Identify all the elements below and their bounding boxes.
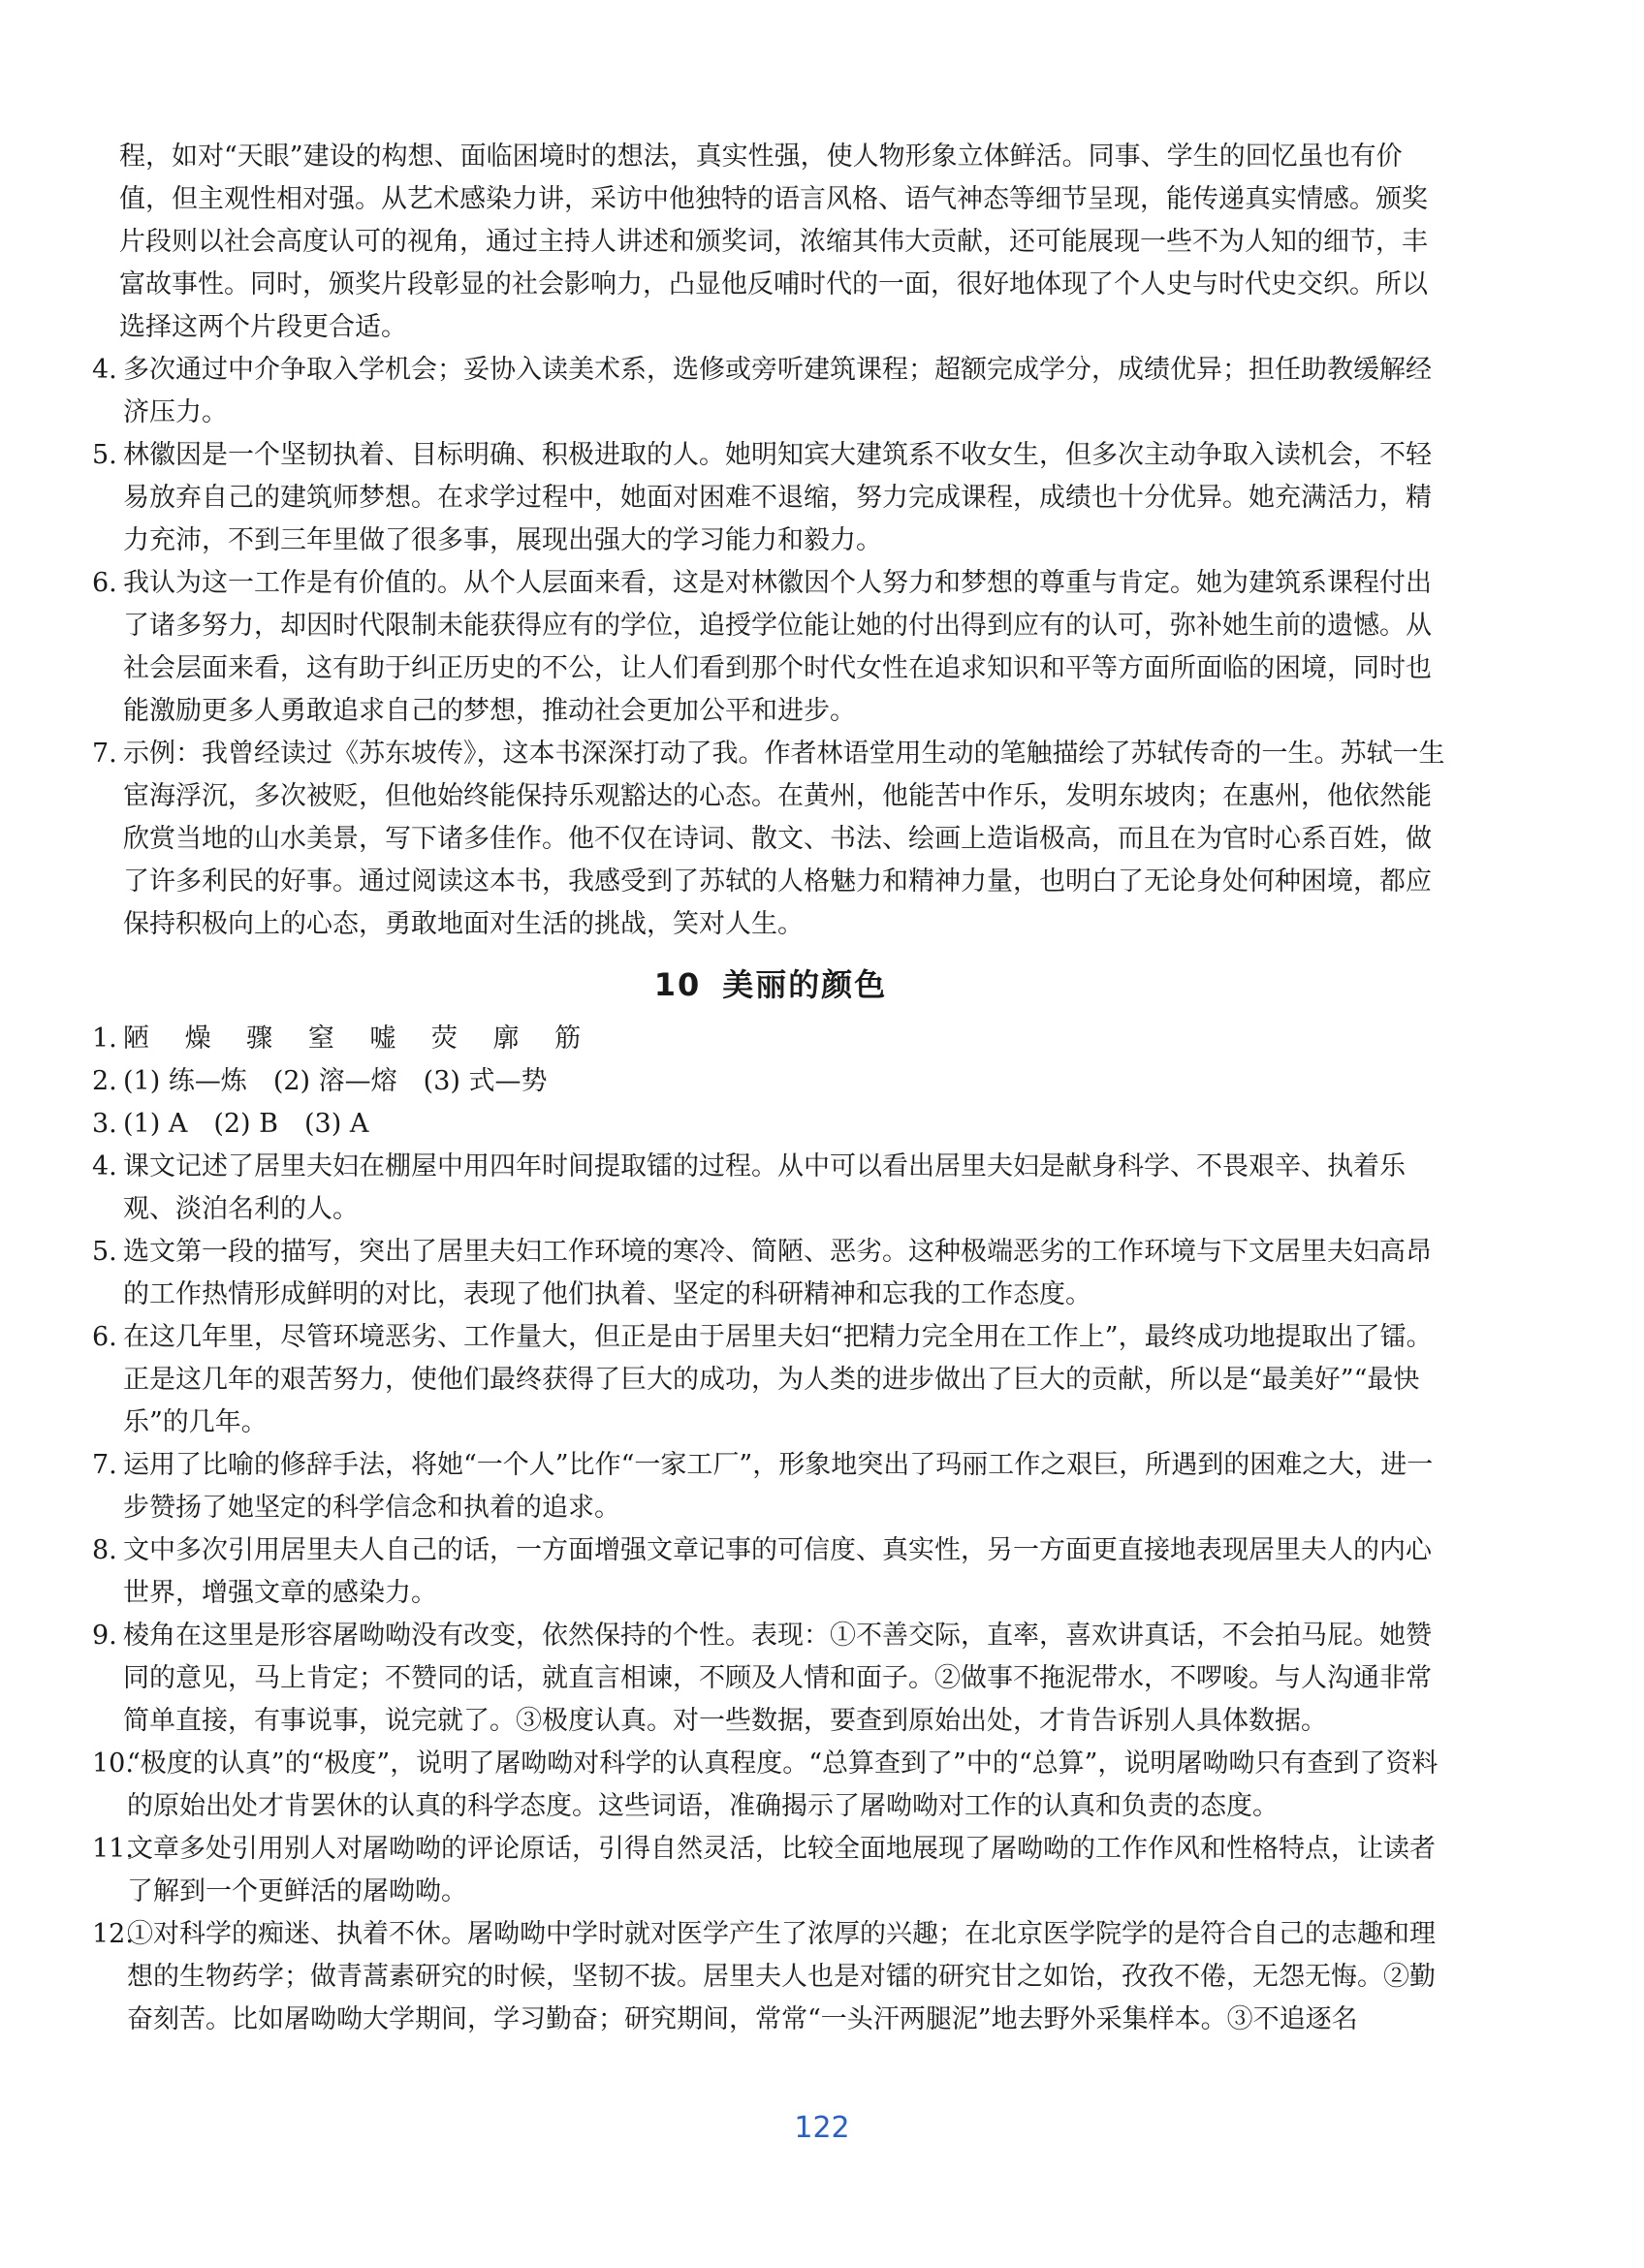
item-text: 棱角在这里是形容屠呦呦没有改变，依然保持的个性。表现：①不善交际，直率，喜欢讲真话，不会拍马屁。她赞同的意见，马上肯定；不赞同的话，就直言相谏，不顾及人情和面子。②做事不拖泥带水，不啰唆。与人沟通非常简单直接，有事说事，说完就了。③极度认真。对一些数据，要查到原始出处，才肯告诉别人具体数据。: [123, 1621, 1432, 1736]
item-text: 示例：我曾经读过《苏东坡传》，这本书深深打动了我。作者林语堂用生动的笔触描绘了苏轼传奇的一生。苏轼一生宦海浮沉，多次被贬，但他始终能保持乐观豁达的心态。在黄州，他能苦中作乐，发明东坡肉；在惠州，他依然能欣赏当地的山水美景，写下诸多佳作。他不仅在诗词、散文、书法、绘画上造诣极高，而且在为官时心系百姓，做了许多利民的好事。通过阅读这本书，我感受到了苏轼的人格魅力和精神力量，也明白了无论身处何种困境，都应保持积极向上的心态，勇敢地面对生活的挑战，笑对人生。: [123, 739, 1445, 939]
answer-list-previous: [92, 349, 1449, 946]
section-heading: [92, 963, 1449, 1006]
answer-item-2: [92, 1060, 1449, 1103]
answer-list-section-10: [92, 1018, 1449, 2041]
item-number: 2.: [92, 1066, 117, 1096]
item-text: (1) A (2) B (3) A: [123, 1109, 369, 1139]
item-text: 文中多次引用居里夫人自己的话，一方面增强文章记事的可信度、真实性，另一方面更直接地表现居里夫人的内心世界，增强文章的感染力。: [123, 1535, 1432, 1608]
item-text: 多次通过中介争取入学机会；妥协入读美术系，选修或旁听建筑课程；超额完成学分，成绩优异；担任助教缓解经济压力。: [123, 355, 1432, 427]
item-number: 4.: [92, 355, 117, 385]
item-text: ①对科学的痴迷、执着不休。屠呦呦中学时就对医学产生了浓厚的兴趣；在北京医学院学的是符合自己的志趣和理想的生物药学；做青蒿素研究的时候，坚韧不拔。居里夫人也是对镭的研究甘之如饴，孜孜不倦，无怨无悔。②勤奋刻苦。比如屠呦呦大学期间，学习勤奋；研究期间，常常“一头汗两腿泥”地去野外采集样本。③不追逐名: [127, 1919, 1436, 2034]
item-number: 12.: [92, 1919, 134, 1949]
item-number: 10.: [92, 1748, 134, 1779]
answer-item-12: [92, 1913, 1449, 2041]
answer-item-1: [92, 1018, 1449, 1060]
item-text: “极度的认真”的“极度”，说明了屠呦呦对科学的认真程度。“总算查到了”中的“总算”，说明屠呦呦只有查到了资料的原始出处才肯罢休的认真的科学态度。这些词语，准确揭示了屠呦呦对工作的认真和负责的态度。: [127, 1748, 1438, 1821]
page-number: 122: [794, 2111, 850, 2145]
section-number: 10: [653, 966, 702, 1003]
item-text: 文章多处引用别人对屠呦呦的评论原话，引得自然灵活，比较全面地展现了屠呦呦的工作作风和性格特点，让读者了解到一个更鲜活的屠呦呦。: [127, 1834, 1436, 1906]
answer-item-3: [92, 1103, 1449, 1146]
item-text: (1) 练—炼 (2) 溶—熔 (3) 式—势: [123, 1066, 548, 1096]
item-number: 6.: [92, 1322, 117, 1352]
item-text: 我认为这一工作是有价值的。从个人层面来看，这是对林徽因个人努力和梦想的尊重与肯定。她为建筑系课程付出了诸多努力，却因时代限制未能获得应有的学位，追授学位能让她的付出得到应有的认可，弥补她生前的遗憾。从社会层面来看，这有助于纠正历史的不公，让人们看到那个时代女性在追求知识和平等方面所面临的困境，同时也能激励更多人勇敢追求自己的梦想，推动社会更加公平和进步。: [123, 568, 1432, 726]
item-number: 4.: [92, 1151, 117, 1181]
answer-item-7: [92, 733, 1449, 946]
answer-item-4: [92, 1146, 1449, 1231]
answer-item-5: [92, 1231, 1449, 1316]
item-number: 7.: [92, 1450, 117, 1480]
continued-paragraph: 程，如对“天眼”建设的构想、面临困境时的想法，真实性强，使人物形象立体鲜活。同事、学生的回忆虽也有价值，但主观性相对强。从艺术感染力讲，采访中他独特的语言风格、语气神态等细节呈现，能传递真实情感。颁奖片段则以社会高度认可的视角，通过主持人讲述和颁奖词，浓缩其伟大贡献，还可能展现一些不为人知的细节，丰富故事性。同时，颁奖片段彰显的社会影响力，凸显他反哺时代的一面，很好地体现了个人史与时代史交织。所以选择这两个片段更合适。: [119, 142, 1428, 342]
item-text: 在这几年里，尽管环境恶劣、工作量大，但正是由于居里夫妇“把精力完全用在工作上”，最终成功地提取出了镭。正是这几年的艰苦努力，使他们最终获得了巨大的成功，为人类的进步做出了巨大的贡献，所以是“最美好”“最快乐”的几年。: [123, 1322, 1433, 1437]
item-number: 5.: [92, 440, 117, 470]
item-number: 3.: [92, 1109, 117, 1139]
answer-item-5: [92, 434, 1449, 562]
answer-item-7: [92, 1444, 1449, 1529]
answer-item-6: [92, 1316, 1449, 1444]
answer-item-8: [92, 1529, 1449, 1615]
answer-item-11: [92, 1828, 1449, 1913]
answer-content: [92, 136, 1449, 2041]
section-title-text: 美丽的颜色: [722, 966, 888, 1003]
item-text: 课文记述了居里夫妇在棚屋中用四年时间提取镭的过程。从中可以看出居里夫妇是献身科学、不畏艰辛、执着乐观、淡泊名利的人。: [123, 1151, 1406, 1224]
answer-item-10: [92, 1743, 1449, 1828]
item-number: 5.: [92, 1237, 117, 1267]
item-text: 选文第一段的描写，突出了居里夫妇工作环境的寒冷、简陋、恶劣。这种极端恶劣的工作环境与下文居里夫妇高昂的工作热情形成鲜明的对比，表现了他们执着、坚定的科研精神和忘我的工作态度。: [123, 1237, 1432, 1309]
item-number: 7.: [92, 739, 117, 769]
item-number: 8.: [92, 1535, 117, 1565]
item-number: 11.: [92, 1834, 134, 1864]
item-number: 1.: [92, 1024, 117, 1054]
item-text: 陋 燥 骤 窒 嘘 荧 廓 筋: [123, 1024, 595, 1054]
item-number: 6.: [92, 568, 117, 598]
item-text: 运用了比喻的修辞手法，将她“一个人”比作“一家工厂”，形象地突出了玛丽工作之艰巨，所遇到的困难之大，进一步赞扬了她坚定的科学信念和执着的追求。: [123, 1450, 1434, 1523]
item-text: 林徽因是一个坚韧执着、目标明确、积极进取的人。她明知宾大建筑系不收女生，但多次主动争取入读机会，不轻易放弃自己的建筑师梦想。在求学过程中，她面对困难不退缩，努力完成课程，成绩也十分优异。她充满活力，精力充沛，不到三年里做了很多事，展现出强大的学习能力和毅力。: [123, 440, 1432, 555]
item-number: 9.: [92, 1621, 117, 1651]
answer-item-6: [92, 562, 1449, 733]
answer-item-4: [92, 349, 1449, 434]
answer-item-9: [92, 1615, 1449, 1743]
